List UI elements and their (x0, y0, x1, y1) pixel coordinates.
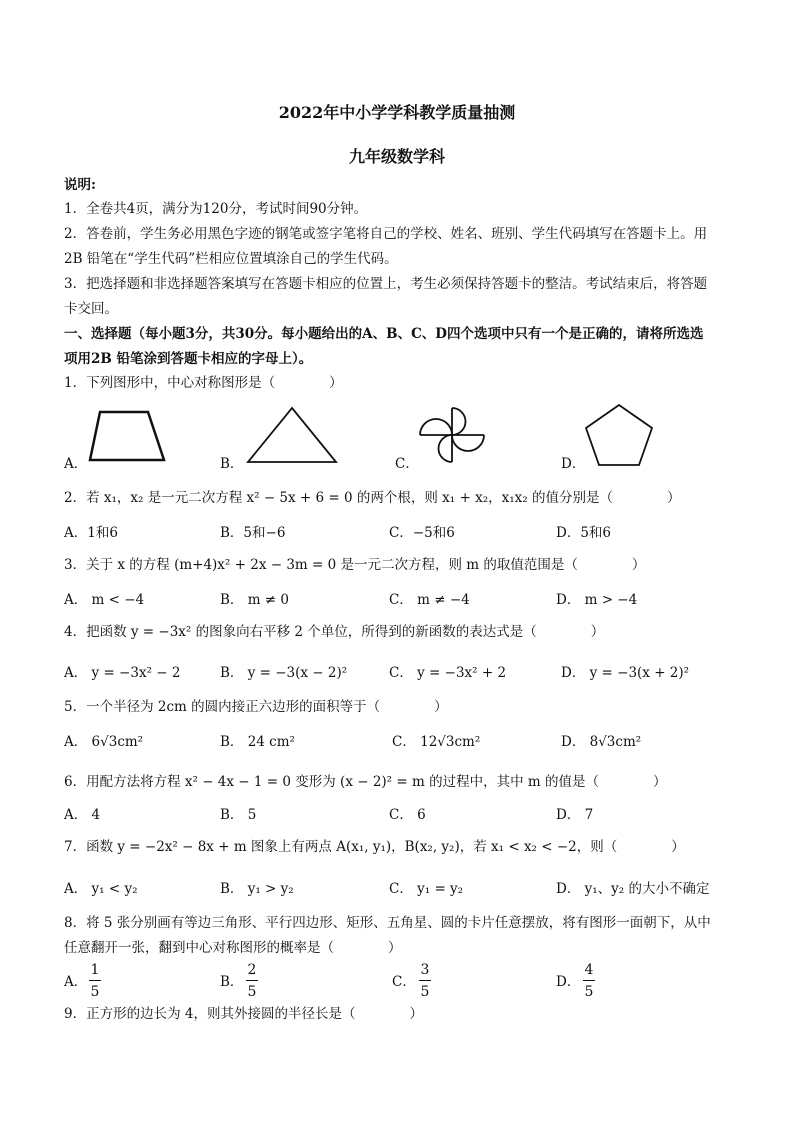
fraction-denominator: 5 (584, 984, 594, 1000)
section-heading: 项用2B 铅笔涂到答题卡相应的字母上）。 (64, 351, 313, 367)
instruction-line: 2．答卷前，学生务必用黑色字迹的钢笔或签字笔将自己的学校、姓名、班别、学生代码填写在答题卡上。用 (64, 226, 708, 242)
fraction-numerator: 1 (90, 962, 100, 978)
question-4-stem: 4．把函数 y = −3x² 的图象向右平移 2 个单位，所得到的新函数的表达式是（ ） (64, 624, 605, 640)
question-5-stem: 5．一个半径为 2cm 的圆内接正六边形的面积等于（ ） (64, 699, 448, 715)
question-7-stem: 7．函数 y = −2x² − 8x + m 图象上有两点 A(x₁, y₁)，B(x₂, y₂)，若 x₁ < x₂ < −2，则（ ） (64, 839, 685, 855)
fraction-numerator: 3 (420, 962, 430, 978)
instruction-line: 3．把选择题和非选择题答案填写在答题卡相应的位置上，考生必须保持答题卡的整洁。考试结束后，将答题 (64, 276, 708, 292)
fraction-denominator: 5 (420, 984, 430, 1000)
question-2-option-a: A．1和6 (64, 525, 118, 541)
question-8-option-c: C． (392, 974, 416, 990)
question-9-stem: 9．正方形的边长为 4，则其外接圆的半径长是（ ） (64, 1006, 423, 1022)
question-1-option-c: C． (395, 456, 419, 472)
question-4-option-b: B． y = −3(x − 2)² (220, 665, 348, 681)
question-5-option-a: A． 6√3cm² (64, 734, 144, 750)
question-1-stem: 1．下列图形中，中心对称图形是（ ） (64, 375, 343, 391)
question-3-stem: 3．关于 x 的方程 (m+4)x² + 2x − 3m = 0 是一元二次方程，则 m 的取值范围是（ ） (64, 557, 646, 573)
fraction-bar (419, 980, 431, 981)
question-2-option-b: B．5和−6 (220, 525, 286, 541)
question-4-option-d: D． y = −3(x + 2)² (561, 665, 690, 681)
question-1-option-b: B． (220, 456, 244, 472)
question-8-stem-continued: 任意翻开一张，翻到中心对称图形的概率是（ ） (64, 940, 402, 956)
triangle-figure (242, 404, 342, 466)
question-6-stem: 6．用配方法将方程 x² − 4x − 1 = 0 变形为 (x − 2)² = m 的过程中，其中 m 的值是（ ） (64, 774, 667, 790)
question-3-option-d: D． m > −4 (556, 592, 638, 608)
question-8-option-a: A． (64, 974, 88, 990)
fraction-denominator: 5 (90, 984, 100, 1000)
question-6-option-a: A． 4 (64, 807, 101, 823)
question-8-option-d: D． (556, 974, 581, 990)
trapezoid-figure (86, 408, 170, 464)
fraction-numerator: 2 (247, 962, 257, 978)
question-2-option-c: C．−5和6 (389, 525, 455, 541)
question-6-option-d: D． 7 (556, 807, 594, 823)
question-2-stem: 2．若 x₁，x₂ 是一元二次方程 x² − 5x + 6 = 0 的两个根，则 x₁ + x₂，x₁x₂ 的值分别是（ ） (64, 490, 681, 506)
question-6-option-c: C． 6 (389, 807, 426, 823)
question-3-option-c: C． m ≠ −4 (389, 592, 470, 608)
question-7-option-d: D． y₁、y₂ 的大小不确定 (556, 881, 710, 897)
question-8-stem: 8．将 5 张分别画有等边三角形、平行四边形、矩形、五角星、圆的卡片任意摆放，将有图形一面朝下，从中 (64, 915, 711, 931)
instruction-line: 卡交回。 (64, 301, 118, 317)
question-5-option-b: B． 24 cm² (220, 734, 295, 750)
question-3-option-a: A． m < −4 (64, 592, 145, 608)
question-8-option-b: B． (220, 974, 244, 990)
fraction-bar (583, 980, 595, 981)
question-7-option-c: C． y₁ = y₂ (389, 881, 464, 897)
question-7-option-a: A． y₁ < y₂ (64, 881, 138, 897)
question-4-option-c: C． y = −3x² + 2 (389, 665, 507, 681)
question-4-option-a: A． y = −3x² − 2 (64, 665, 181, 681)
instruction-line: 1．全卷共4页，满分为120分，考试时间90分钟。 (64, 201, 368, 217)
fraction-bar (246, 980, 258, 981)
fraction-bar (89, 980, 101, 981)
pentagon-figure (582, 402, 656, 468)
instruction-line: 2B 铅笔在“学生代码”栏相应位置填涂自己的学生代码。 (64, 251, 398, 267)
question-5-option-c: C． 12√3cm² (392, 734, 481, 750)
pinwheel-figure (416, 404, 488, 466)
question-7-option-b: B． y₁ > y₂ (220, 881, 294, 897)
fraction-denominator: 5 (247, 984, 257, 1000)
instructions-heading: 说明: (64, 177, 96, 193)
question-1-option-d: D． (561, 456, 586, 472)
page-subtitle: 九年级数学科 (348, 147, 445, 166)
question-5-option-d: D． 8√3cm² (561, 734, 642, 750)
section-heading: 一、选择题（每小题3分，共30分。每小题给出的A、B、C、D四个选项中只有一个是正确的，请将所选选 (64, 326, 704, 342)
question-1-option-a: A． (64, 456, 88, 472)
question-6-option-b: B． 5 (220, 807, 257, 823)
fraction-numerator: 4 (584, 962, 594, 978)
page-title: 2022年中小学学科教学质量抽测 (278, 103, 516, 122)
question-3-option-b: B． m ≠ 0 (220, 592, 289, 608)
question-2-option-d: D．5和6 (556, 525, 612, 541)
